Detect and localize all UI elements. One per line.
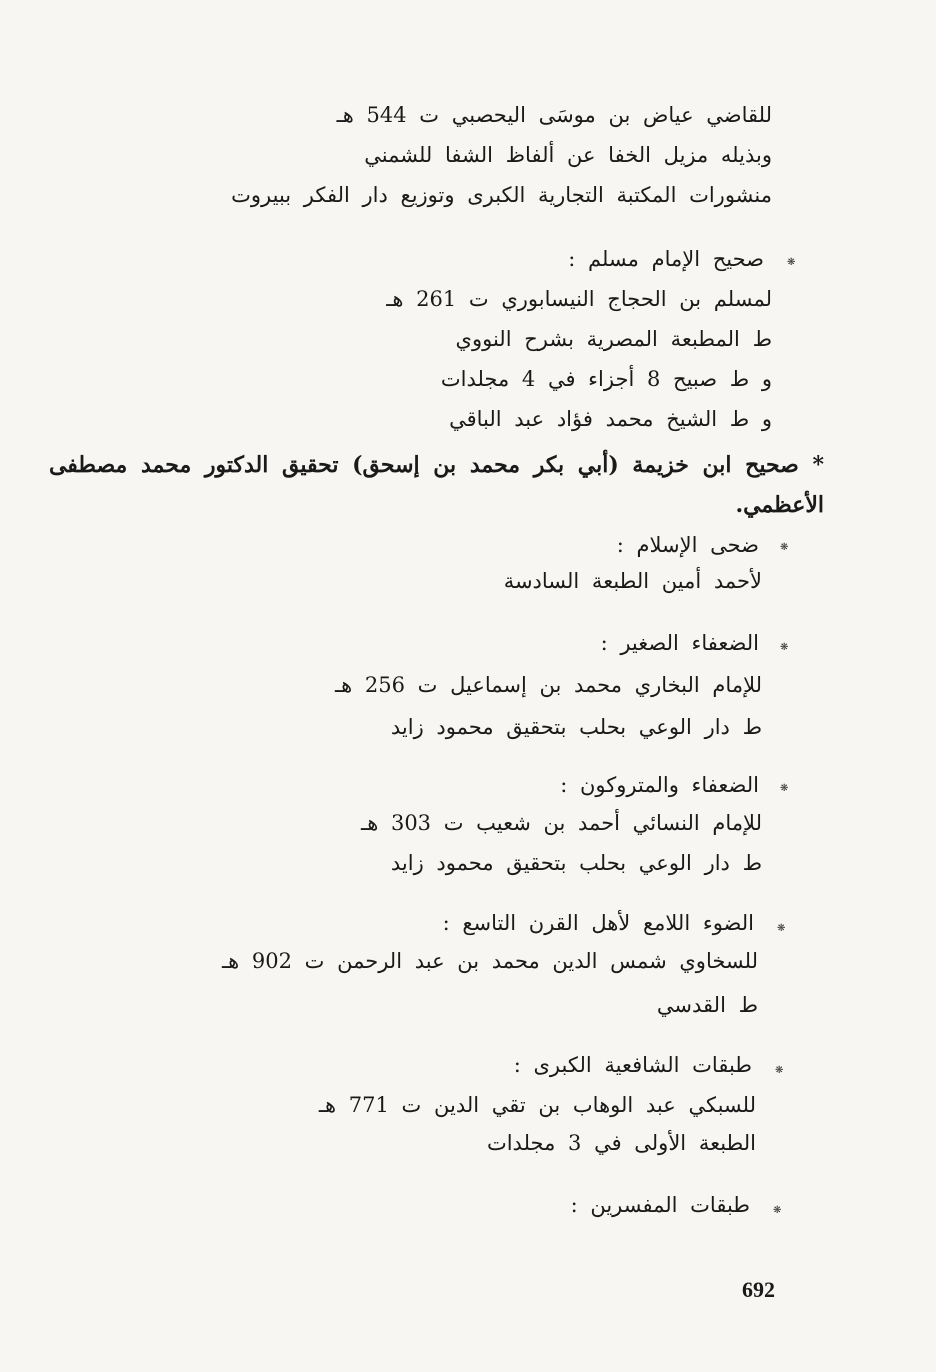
page-number: 692 bbox=[742, 1277, 775, 1302]
entry-title: طبقات المفسرين : bbox=[570, 1193, 750, 1217]
entry-title: الضوء اللامع لأهل القرن التاسع : bbox=[442, 911, 754, 935]
bullet-icon: ❋ bbox=[780, 542, 789, 553]
entry-title: الضعفاء والمتروكون : bbox=[560, 773, 759, 797]
entry-line: لأحمد أمين الطبعة السادسة bbox=[503, 569, 762, 593]
bullet-icon: ❋ bbox=[777, 923, 786, 934]
bullet-icon: ❋ bbox=[787, 257, 796, 268]
entry-line: و ط صبيح 8 أجزاء في 4 مجلدات bbox=[440, 367, 772, 391]
entry-bold-line: الأعظمي. bbox=[735, 492, 824, 518]
entry-line: لمسلم بن الحجاج النيسابوري ت 261 هـ bbox=[386, 287, 772, 311]
bullet-icon: ❋ bbox=[780, 783, 789, 794]
entry-bold-line: * صحيح ابن خزيمة (أبي بكر محمد بن إسحق) تحقيق الدكتور محمد مصطفى bbox=[48, 452, 824, 478]
entry-line: للسبكي عبد الوهاب بن تقي الدين ت 771 هـ bbox=[318, 1093, 756, 1117]
entry-title: ضحى الإسلام : bbox=[616, 533, 759, 557]
entry-line: للسخاوي شمس الدين محمد بن عبد الرحمن ت 902 هـ bbox=[221, 949, 758, 973]
entry-line: و ط الشيخ محمد فؤاد عبد الباقي bbox=[449, 407, 772, 431]
entry-line: الطبعة الأولى في 3 مجلدات bbox=[486, 1131, 756, 1155]
entry-title: الضعفاء الصغير : bbox=[600, 631, 759, 655]
bullet-icon: ❋ bbox=[780, 642, 789, 653]
entry-line: ط دار الوعي بحلب بتحقيق محمود زايد bbox=[390, 715, 762, 739]
entry-line: ط القدسي bbox=[656, 993, 758, 1017]
entry-line: ط المطبعة المصرية بشرح النووي bbox=[455, 327, 772, 351]
entry-title: طبقات الشافعية الكبرى : bbox=[513, 1053, 752, 1077]
entry-line: للإمام النسائي أحمد بن شعيب ت 303 هـ bbox=[361, 811, 762, 835]
entry-line: منشورات المكتبة التجارية الكبرى وتوزيع دار الفكر ببيروت bbox=[231, 183, 772, 207]
bullet-icon: ❋ bbox=[773, 1205, 782, 1216]
entry-line: للإمام البخاري محمد بن إسماعيل ت 256 هـ bbox=[334, 673, 762, 697]
bullet-icon: ❋ bbox=[775, 1065, 784, 1076]
entry-line: ط دار الوعي بحلب بتحقيق محمود زايد bbox=[390, 851, 762, 875]
entry-line: وبذيله مزيل الخفا عن ألفاظ الشفا للشمني bbox=[364, 143, 772, 167]
entry-line: للقاضي عياض بن موسَى اليحصبي ت 544 هـ bbox=[336, 103, 772, 127]
entry-title: صحيح الإمام مسلم : bbox=[568, 247, 764, 271]
